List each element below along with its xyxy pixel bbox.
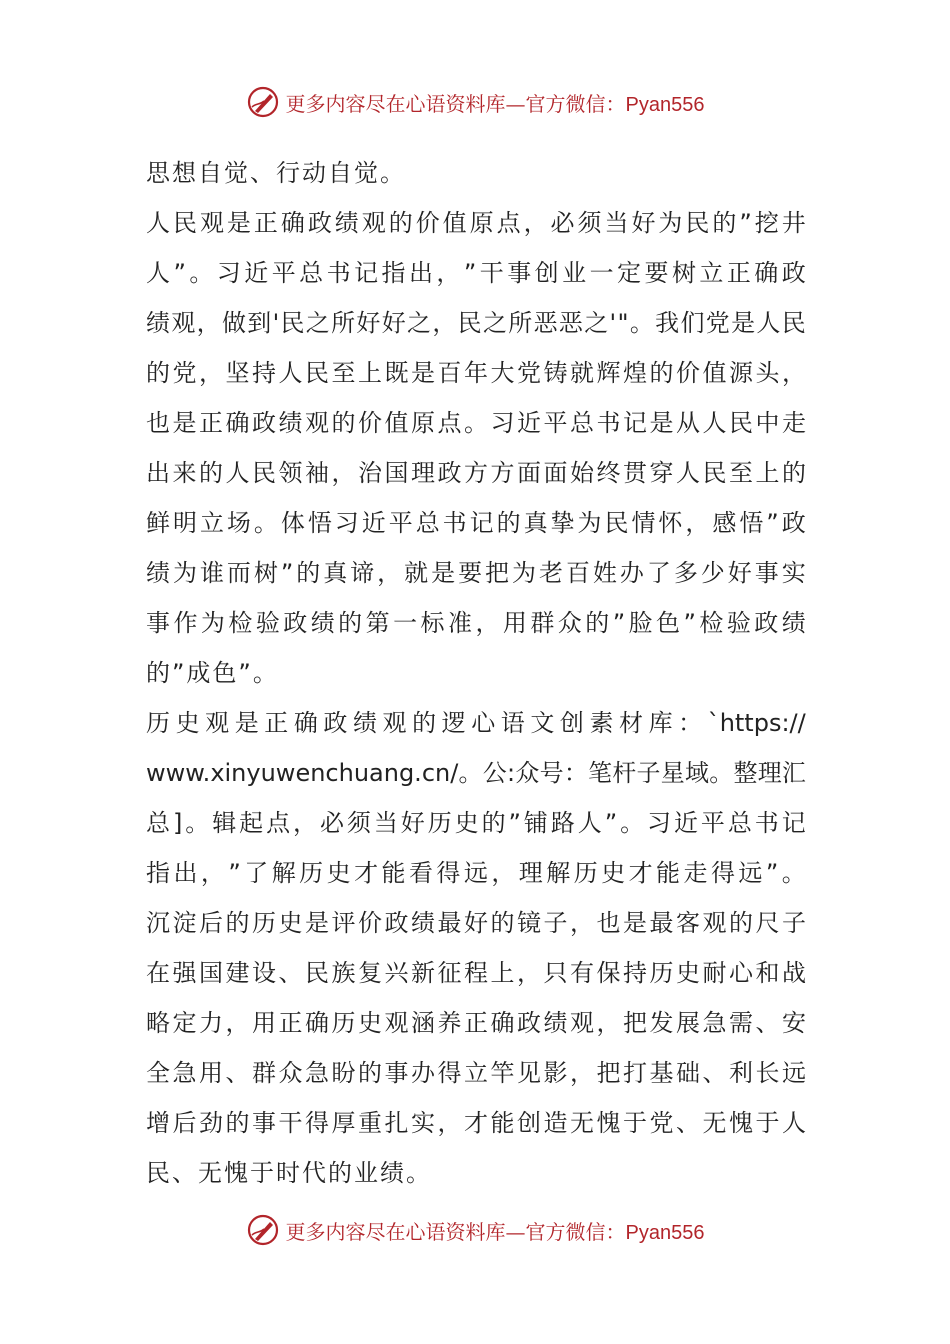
article-body — [146, 148, 806, 1198]
banner-text — [286, 1216, 705, 1245]
text-line: 绩 为 谁 而 树 ” 的 真 谛 ， 就 是 要 把 为 老 百 姓 办 了 多 少 好 事 实 — [146, 559, 806, 587]
text-line: 思想自觉、行动自觉。 — [146, 159, 406, 187]
text-line: www.xinyuwenchuang.cn/ 。 公 : 众 号 ： 笔 杆 子 星 域 。 整 理 汇 — [146, 759, 806, 787]
text-line: 指 出 ， ” 了 解 历 史 才 能 看 得 远 ， 理 解 历 史 才 能 走 得 远 ” 。 — [146, 859, 806, 887]
pen-logo-icon — [246, 1213, 280, 1247]
text-line: 人 民 观 是 正 确 政 绩 观 的 价 值 原 点 ， 必 须 当 好 为 民 的 ” 挖 井 — [146, 209, 806, 237]
text-line: 总 ] 。 辑 起 点 ， 必 须 当 好 历 史 的 ” 铺 路 人 ” 。 习 近 平 总 书 记 — [146, 809, 806, 837]
banner-promo-text: 更多内容尽在心语资料库—官方微信： — [285, 1219, 626, 1244]
text-line: 增 后 劲 的 事 干 得 厚 重 扎 实 ， 才 能 创 造 无 愧 于 党 、 无 愧 于 人 — [146, 1109, 806, 1137]
text-line: 也 是 正 确 政 绩 观 的 价 值 原 点 。 习 近 平 总 书 记 是 从 人 民 中 走 — [146, 409, 806, 437]
text-line: 事 作 为 检 验 政 绩 的 第 一 标 准 ， 用 群 众 的 ” 脸 色 ” 检 验 政 绩 — [146, 609, 806, 637]
wechat-id: Pyan556 — [625, 1221, 705, 1244]
text-line: 的 党 ， 坚 持 人 民 至 上 既 是 百 年 大 党 铸 就 辉 煌 的 价 值 源 头 ， — [146, 359, 806, 387]
pen-logo-icon — [246, 85, 280, 119]
banner-text — [286, 88, 705, 117]
text-line: 历 史 观 是 正 确 政 绩 观 的 逻 心 语 文 创 素 材 库 ： `https:// — [146, 709, 806, 737]
text-line: 全 急 用 、 群 众 急 盼 的 事 办 得 立 竿 见 影 ， 把 打 基 础 、 利 长 远 — [146, 1059, 806, 1087]
footer-banner — [0, 1208, 950, 1252]
text-line: 出 来 的 人 民 领 袖 ， 治 国 理 政 方 方 面 面 始 终 贯 穿 人 民 至 上 的 — [146, 459, 806, 487]
header-banner — [0, 80, 950, 124]
text-line: 的”成色”。 — [146, 659, 279, 687]
text-line: 民、无愧于时代的业绩。 — [146, 1159, 432, 1187]
text-line: 在 强 国 建 设 、 民 族 复 兴 新 征 程 上 ， 只 有 保 持 历 史 耐 心 和 战 — [146, 959, 806, 987]
wechat-id: Pyan556 — [625, 93, 705, 116]
text-line: 绩 观 ， 做 到 ' 民 之 所 好 好 之 ， 民 之 所 恶 恶 之 ' " 。 我 们 党 是 人 民 — [146, 309, 806, 337]
banner-promo-text: 更多内容尽在心语资料库—官方微信： — [285, 91, 626, 116]
text-line: 沉 淀 后 的 历 史 是 评 价 政 绩 最 好 的 镜 子 ， 也 是 最 客 观 的 尺 子 — [146, 909, 806, 937]
text-line: 略 定 力 ， 用 正 确 历 史 观 涵 养 正 确 政 绩 观 ， 把 发 展 急 需 、 安 — [146, 1009, 806, 1037]
text-line: 人 ” 。 习 近 平 总 书 记 指 出 ， ” 干 事 创 业 一 定 要 树 立 正 确 政 — [146, 259, 806, 287]
text-line: 鲜 明 立 场 。 体 悟 习 近 平 总 书 记 的 真 挚 为 民 情 怀 ， 感 悟 ” 政 — [146, 509, 806, 537]
